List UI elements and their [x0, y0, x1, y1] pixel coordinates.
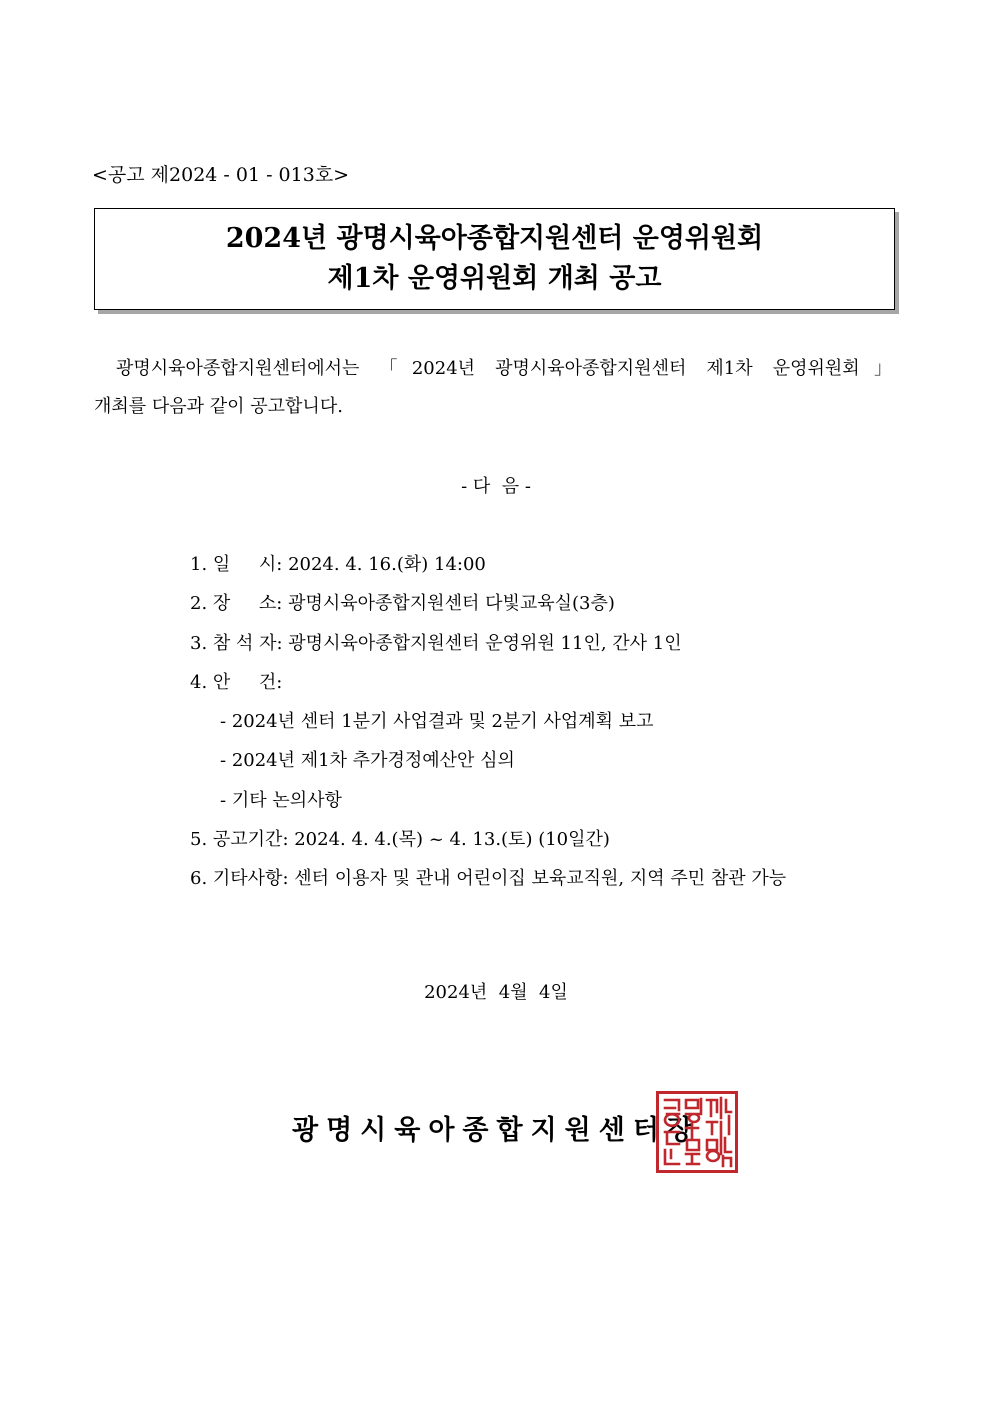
detail-item-other: [190, 859, 895, 898]
detail-value: 센터 이용자 및 관내 어린이집 보육교직원, 지역 주민 참관 가능: [294, 868, 787, 890]
detail-item-agenda: [190, 663, 895, 702]
detail-value: 광명시육아종합지원센터 다빛교육실(3층): [288, 593, 615, 615]
intro-paragraph: [94, 350, 892, 426]
detail-item-location: [190, 584, 895, 623]
agenda-item: [190, 702, 895, 741]
agenda-item: [190, 741, 895, 780]
section-heading: - 다 음 -: [461, 476, 531, 497]
agenda-text: 기타 논의사항: [231, 789, 342, 811]
detail-label: 1. 일 시:: [190, 554, 289, 575]
intro-line-2: 개최를 다음과 같이 공고합니다.: [94, 396, 343, 417]
agenda-text: 2024년 제1차 추가경정예산안 심의: [231, 750, 515, 772]
agenda-item: [190, 781, 895, 820]
signature: 광명시육아종합지원센터장: [292, 1115, 701, 1146]
title-box: [94, 208, 895, 310]
detail-label: 5. 공고기간:: [190, 829, 295, 851]
official-seal-icon: [656, 1091, 738, 1173]
agenda-bullet: -: [220, 789, 232, 811]
detail-label: 4. 안 건:: [190, 671, 289, 693]
notice-number: <공고 제2024 - 01 - 013호>: [92, 164, 350, 186]
detail-item-datetime: [190, 545, 895, 584]
detail-value: 2024. 4. 4.(목) ~ 4. 13.(토) (10일간): [294, 829, 610, 851]
issue-date: 2024년 4월 4일: [424, 982, 568, 1003]
intro-line-1: 광명시육아종합지원센터에서는 「2024년 광명시육아종합지원센터 제1차 운영위원회」: [116, 358, 892, 379]
agenda-bullet: -: [220, 711, 232, 733]
detail-label: 6. 기타사항:: [190, 868, 295, 890]
detail-label: 3. 참 석 자:: [190, 632, 289, 654]
detail-item-attendees: [190, 624, 895, 663]
agenda-bullet: -: [220, 750, 232, 772]
detail-value: 2024. 4. 16.(화) 14:00: [288, 554, 486, 575]
detail-label: 2. 장 소:: [190, 593, 289, 615]
title-line-2: 제1차 운영위원회 개최 공고: [327, 263, 662, 294]
agenda-text: 2024년 센터 1분기 사업결과 및 2분기 사업계획 보고: [231, 711, 654, 733]
seal-glyph-icon: [659, 1094, 735, 1170]
title-line-1: 2024년 광명시육아종합지원센터 운영위원회: [225, 223, 764, 254]
detail-item-period: [190, 820, 895, 859]
detail-value: 광명시육아종합지원센터 운영위원 11인, 간사 1인: [288, 632, 682, 654]
details-list: [190, 545, 895, 899]
